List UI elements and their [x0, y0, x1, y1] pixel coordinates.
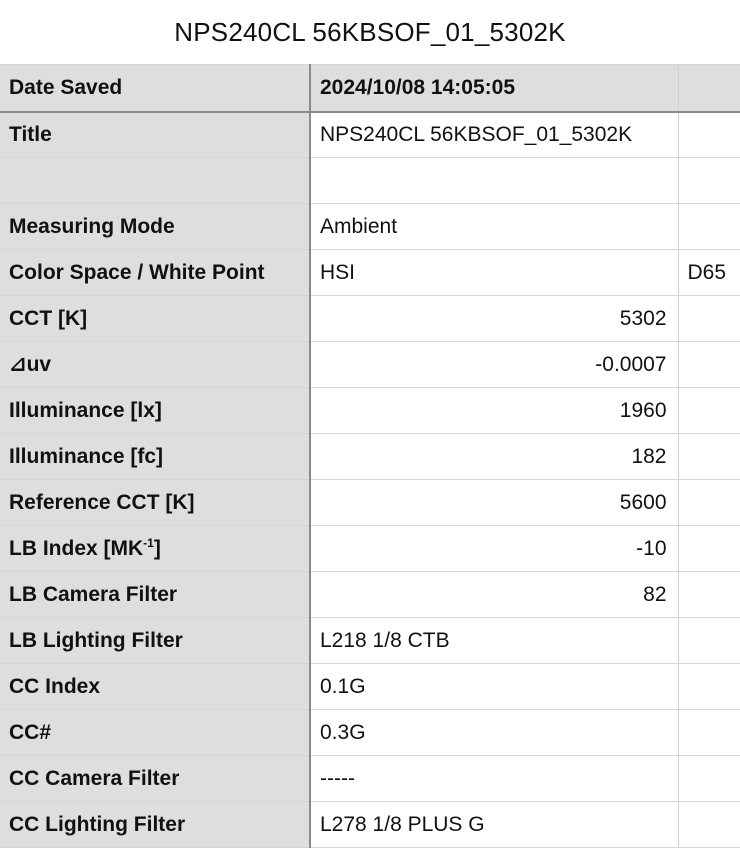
row-value-cell[interactable]: NPS240CL 56KBSOF_01_5302K: [310, 112, 678, 158]
row-label-cell[interactable]: CC#: [0, 710, 310, 756]
row-label-cell[interactable]: LB Camera Filter: [0, 572, 310, 618]
row-value-cell[interactable]: L278 1/8 PLUS G: [310, 802, 678, 848]
row-extra-cell[interactable]: [678, 342, 740, 388]
row-label-cell[interactable]: Illuminance [fc]: [0, 434, 310, 480]
measurement-table: [0, 64, 740, 848]
lb-index-label-end: ]: [153, 536, 161, 560]
table-row: [0, 112, 740, 158]
lb-index-label-superscript: -1: [143, 535, 154, 550]
row-label-cell[interactable]: CCT [K]: [0, 296, 310, 342]
row-label-cell[interactable]: CC Lighting Filter: [0, 802, 310, 848]
row-value-cell[interactable]: 182: [310, 434, 678, 480]
row-extra-cell[interactable]: [678, 572, 740, 618]
row-label-cell[interactable]: CC Camera Filter: [0, 756, 310, 802]
row-extra-cell[interactable]: [678, 296, 740, 342]
row-value-cell[interactable]: 0.1G: [310, 664, 678, 710]
row-value-cell[interactable]: 5600: [310, 480, 678, 526]
row-extra-cell[interactable]: [678, 618, 740, 664]
header-extra-cell[interactable]: [678, 65, 740, 112]
row-value-cell[interactable]: -0.0007: [310, 342, 678, 388]
row-value-cell[interactable]: [310, 158, 678, 204]
header-value-cell[interactable]: 2024/10/08 14:05:05: [310, 65, 678, 112]
row-extra-cell[interactable]: D65: [678, 250, 740, 296]
row-value-cell[interactable]: -10: [310, 526, 678, 572]
row-label-cell[interactable]: ⊿uv: [0, 342, 310, 388]
row-extra-cell[interactable]: [678, 434, 740, 480]
row-value-cell[interactable]: 1960: [310, 388, 678, 434]
table-row: [0, 710, 740, 756]
row-value-cell[interactable]: HSI: [310, 250, 678, 296]
table-row: [0, 342, 740, 388]
row-value-cell[interactable]: -----: [310, 756, 678, 802]
table-row: [0, 480, 740, 526]
row-extra-cell[interactable]: [678, 158, 740, 204]
table-row: [0, 572, 740, 618]
table-row: [0, 756, 740, 802]
row-extra-cell[interactable]: [678, 710, 740, 756]
table-row: [0, 434, 740, 480]
row-extra-cell[interactable]: [678, 664, 740, 710]
table-row: [0, 204, 740, 250]
row-label-cell[interactable]: [0, 158, 310, 204]
row-extra-cell[interactable]: [678, 112, 740, 158]
row-label-cell[interactable]: Title: [0, 112, 310, 158]
table-row: [0, 618, 740, 664]
table-row: [0, 664, 740, 710]
row-label-cell[interactable]: CC Index: [0, 664, 310, 710]
table-row: [0, 388, 740, 434]
row-value-cell[interactable]: 5302: [310, 296, 678, 342]
row-value-cell[interactable]: L218 1/8 CTB: [310, 618, 678, 664]
row-extra-cell[interactable]: [678, 802, 740, 848]
lb-index-label-main: LB Index [MK: [9, 536, 144, 560]
table-header-row: [0, 65, 740, 112]
row-value-cell[interactable]: 0.3G: [310, 710, 678, 756]
table-row: [0, 250, 740, 296]
row-value-cell[interactable]: 82: [310, 572, 678, 618]
row-extra-cell[interactable]: [678, 756, 740, 802]
row-label-cell[interactable]: Measuring Mode: [0, 204, 310, 250]
table-row: [0, 802, 740, 848]
row-label-cell[interactable]: [0, 526, 310, 572]
row-extra-cell[interactable]: [678, 526, 740, 572]
row-extra-cell[interactable]: [678, 388, 740, 434]
row-value-cell[interactable]: Ambient: [310, 204, 678, 250]
row-extra-cell[interactable]: [678, 204, 740, 250]
row-label-cell[interactable]: LB Lighting Filter: [0, 618, 310, 664]
row-label-cell[interactable]: Color Space / White Point: [0, 250, 310, 296]
row-extra-cell[interactable]: [678, 480, 740, 526]
sheet-title: NPS240CL 56KBSOF_01_5302K: [174, 16, 566, 47]
row-label-cell[interactable]: Reference CCT [K]: [0, 480, 310, 526]
table-row: [0, 526, 740, 572]
row-label-cell[interactable]: Illuminance [lx]: [0, 388, 310, 434]
table-row: [0, 158, 740, 204]
table-row: [0, 296, 740, 342]
header-label-cell[interactable]: Date Saved: [0, 65, 310, 112]
